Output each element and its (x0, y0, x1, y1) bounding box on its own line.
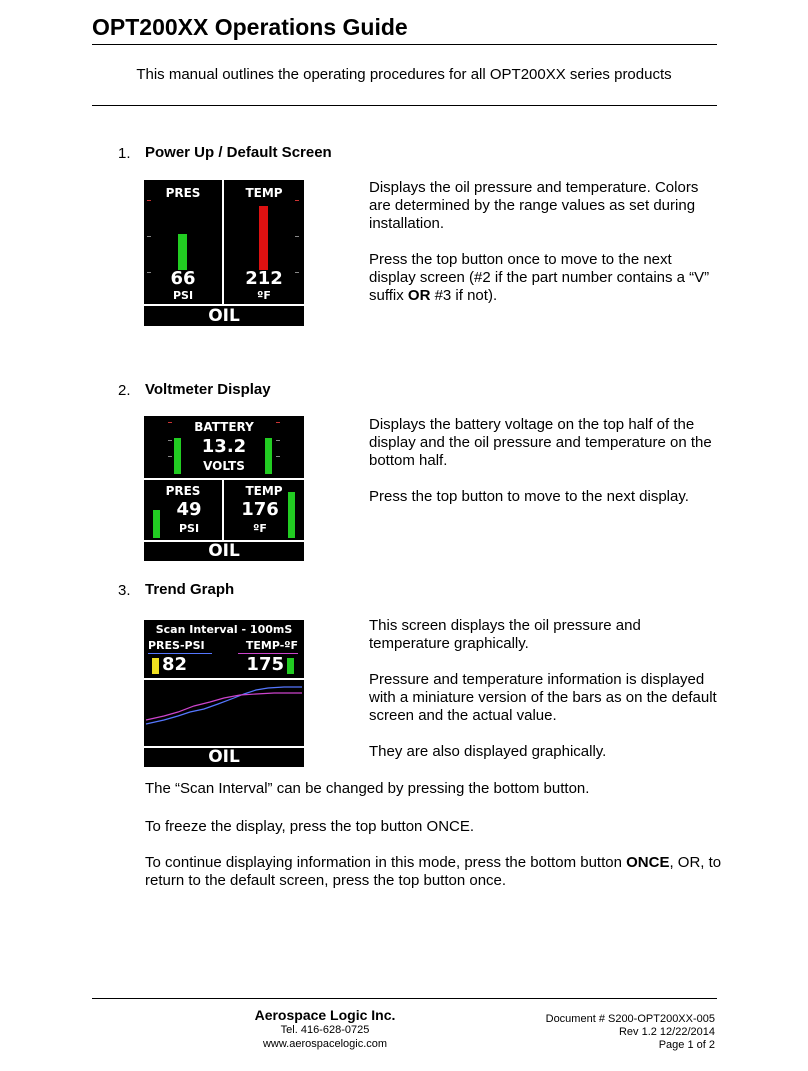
section-1-description: Displays the oil pressure and temperature. Colors are determined by the range values as set during installation. Press the top button once to move to the next display screen (#2 if the part number contains a “V” suffix OR #3 if not). (369, 179, 710, 304)
trend-graph-screen-image (144, 620, 304, 767)
pres-label: PRES (165, 484, 201, 498)
freeze-paragraph: To freeze the display, press the top button ONCE. (145, 818, 475, 835)
temp-value: 175 (246, 654, 284, 675)
continue-paragraph: To continue displaying information in this mode, press the bottom button ONCE, OR, to return to the default screen, press the top button once. (145, 854, 722, 889)
pressure-mini-bar (152, 658, 159, 674)
section-3-title: Trend Graph (145, 581, 235, 598)
temp-unit: ºF (253, 522, 267, 535)
pressure-bar (153, 510, 160, 538)
section-2-description: Displays the battery voltage on the top half of the display and the oil pressure and temperature on the bottom half. Press the top button to move to the next display. (369, 416, 712, 505)
pres-label: PRES (165, 186, 201, 200)
temp-label: TEMP (245, 186, 283, 200)
temp-label: TEMP-ºF (245, 639, 298, 652)
battery-label: BATTERY (194, 420, 254, 434)
revision: Rev 1.2 12/22/2014 (618, 1026, 715, 1038)
temperature-bar (288, 492, 295, 538)
section-1-title: Power Up / Default Screen (145, 144, 332, 161)
pres-value: 49 (176, 499, 202, 520)
trend-graph (144, 680, 304, 746)
page-subtitle: This manual outlines the operating procedures for all OPT200XX series products (136, 66, 672, 83)
company-website: www.aerospacelogic.com (262, 1038, 388, 1050)
battery-value: 13.2 (201, 436, 247, 457)
subtitle-rule (92, 105, 717, 106)
section-2-number: 2. (118, 382, 131, 399)
company-tel: Tel. 416-628-0725 (280, 1024, 370, 1036)
temperature-bar (259, 206, 268, 270)
pres-unit: PSI (172, 289, 194, 302)
pres-unit: PSI (178, 522, 200, 535)
oil-label: OIL (208, 306, 240, 326)
company-name: Aerospace Logic Inc. (254, 1007, 396, 1023)
temp-value: 176 (241, 499, 279, 520)
battery-bar-left (174, 438, 181, 474)
section-3-description: This screen displays the oil pressure and temperature graphically. Pressure and temperature information is displayed with a miniature version of the bars as on the default screen and the actual value. They are also displayed graphically. (369, 617, 717, 760)
page-number: Page 1 of 2 (658, 1039, 715, 1051)
temp-value: 212 (245, 268, 283, 289)
oil-label: OIL (208, 541, 240, 561)
scan-interval-label: Scan Interval - 100mS (155, 623, 293, 636)
title-rule (92, 44, 717, 45)
battery-unit: VOLTS (203, 459, 245, 473)
voltmeter-screen-image (144, 416, 304, 561)
document-number: Document # S200-OPT200XX-005 (545, 1013, 715, 1025)
section-1-number: 1. (118, 145, 131, 162)
pres-value: 82 (162, 654, 188, 675)
temp-label: TEMP (245, 484, 283, 498)
oil-label: OIL (208, 747, 240, 767)
page-title: OPT200XX Operations Guide (92, 14, 408, 40)
footer-rule (92, 998, 717, 999)
battery-bar-right (265, 438, 272, 474)
temperature-trace (146, 693, 302, 720)
pres-label: PRES-PSI (148, 639, 205, 652)
pres-value: 66 (170, 268, 196, 289)
default-screen-image (144, 180, 304, 326)
pressure-bar (178, 234, 187, 270)
section-3-number: 3. (118, 582, 131, 599)
temperature-mini-bar (287, 658, 294, 674)
section-2-title: Voltmeter Display (145, 381, 271, 398)
temp-unit: ºF (257, 289, 271, 302)
scan-interval-paragraph: The “Scan Interval” can be changed by pressing the bottom button. (145, 780, 590, 797)
